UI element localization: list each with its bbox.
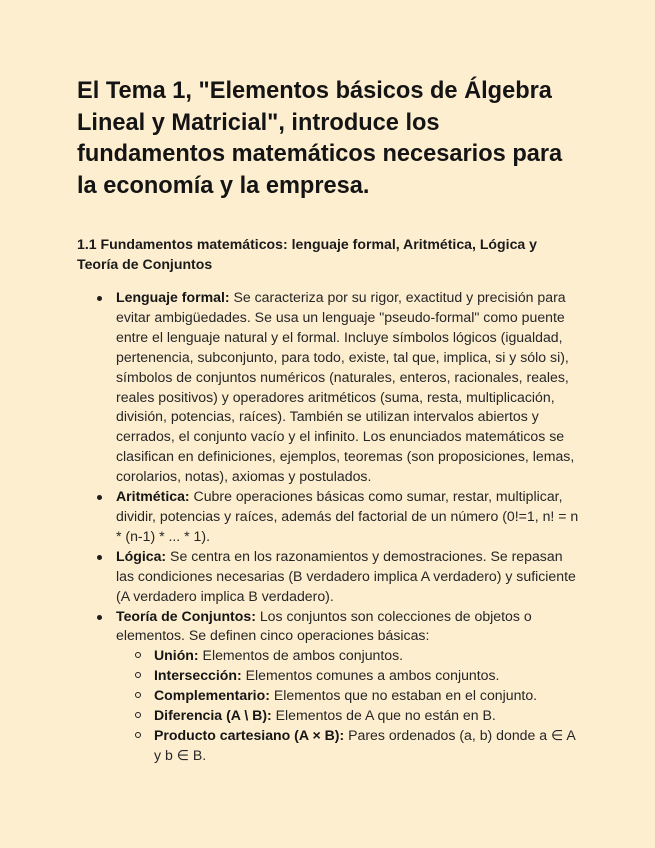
list-item-teoria-conjuntos: [116, 607, 582, 766]
item-term: Lenguaje formal:: [116, 289, 230, 305]
sub-item-interseccion: [154, 666, 582, 686]
document-page: [77, 76, 582, 766]
sub-item-term: Intersección:: [154, 667, 242, 684]
sub-item-term: Producto cartesiano (A × B):: [154, 726, 345, 743]
sub-item-term: Diferencia (A \ B):: [154, 707, 272, 724]
sub-item-term: Unión:: [154, 647, 199, 664]
circle-bullet-icon: [135, 712, 141, 718]
sub-item-text: Elementos que no estaban en el conjunto.: [269, 687, 538, 704]
sub-item-text: Elementos de ambos conjuntos.: [198, 647, 404, 664]
circle-bullet-icon: [135, 732, 141, 738]
section-heading: 1.1 Fundamentos matemáticos: lenguaje formal, Aritmética, Lógica y Teoría de Conjuntos: [77, 236, 537, 272]
topic-list: [77, 288, 582, 766]
circle-bullet-icon: [135, 652, 141, 658]
document-title: El Tema 1, "Elementos básicos de Álgebra Lineal y Matricial", introduce los fundamentos matemáticos necesarios para la economía y la empresa.: [77, 78, 563, 199]
circle-bullet-icon: [135, 672, 141, 678]
list-item-logica: [116, 547, 582, 607]
item-text: Cubre operaciones básicas como sumar, restar, multiplicar, dividir, potencias y raíces, además del factorial de un número (0!=1, n! = n * (n-1) * ... * 1).: [116, 488, 579, 544]
bullet-icon: [97, 615, 102, 620]
item-term: Aritmética:: [116, 488, 190, 505]
sub-item-text: Pares ordenados (a, b) donde a ∈ A y b ∈ B.: [154, 726, 576, 763]
item-text: Se caracteriza por su rigor, exactitud y precisión para evitar ambigüedades. Se usa un lenguaje "pseudo-formal" como puente entre el lenguaje natural y el formal. Incluye símbolos lógicos (igualdad, pertenencia, subconjunto, para todo, existe, tal que, implica, si y sólo si), símbolos de conjuntos numéricos (naturales, enteros, racionales, reales, reales positivos) y operadores aritméticos (suma, resta, multiplicación, división, potencias, raíces). También se utilizan intervalos abiertos y cerrados, el conjunto vacío y el infinito. Los enunciados matemáticos se clasifican en definiciones, ejemplos, teoremas (son proposiciones, lemas, corolarios, notas), axiomas y postulados.: [116, 289, 575, 485]
set-operations-list: [116, 646, 582, 765]
sub-item-producto-cartesiano: [154, 726, 582, 766]
sub-item-union: [154, 646, 582, 666]
bullet-icon: [97, 495, 102, 500]
sub-item-complementario: [154, 686, 582, 706]
bullet-icon: [97, 296, 102, 301]
bullet-icon: [97, 555, 102, 560]
item-term: Teoría de Conjuntos:: [116, 607, 256, 624]
circle-bullet-icon: [135, 692, 141, 698]
item-text: Se centra en los razonamientos y demostraciones. Se repasan las condiciones necesarias (B verdadero implica A verdadero) y suficiente (A verdadero implica B verdadero).: [116, 547, 576, 604]
list-item-aritmetica: [116, 487, 582, 547]
sub-item-diferencia: [154, 706, 582, 726]
item-text: Los conjuntos son colecciones de objetos o elementos. Se definen cinco operaciones básicas:: [116, 607, 532, 644]
sub-item-text: Elementos comunes a ambos conjuntos.: [241, 667, 500, 684]
item-term: Lógica:: [116, 547, 167, 564]
list-item-lenguaje-formal: [116, 288, 582, 487]
sub-item-text: Elementos de A que no están en B.: [271, 707, 496, 724]
sub-item-term: Complementario:: [154, 687, 270, 704]
